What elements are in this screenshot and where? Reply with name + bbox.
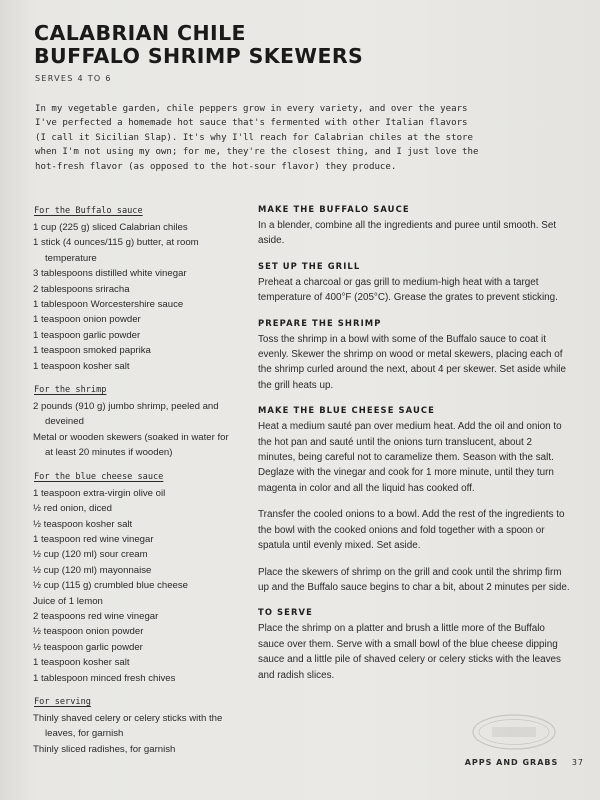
page-footer bbox=[465, 758, 584, 767]
ingredient-item: 1 tablespoon minced fresh chives bbox=[33, 672, 176, 684]
step-text-buffalo-sauce: In a blender, combine all the ingredients and puree until smooth. Set aside. bbox=[258, 220, 557, 247]
ingredient-list bbox=[33, 486, 233, 686]
ingredient-item: ½ cup (115 g) crumbled blue cheese bbox=[33, 580, 189, 592]
ingredient-item: 1 teaspoon red wine vinegar bbox=[33, 533, 154, 545]
recipe-title bbox=[34, 22, 363, 68]
step-heading-serve: TO SERVE bbox=[258, 607, 313, 618]
step-text-blue-cheese-2: Transfer the cooled onions to a bowl. Add the rest of the ingredients to the bowl with the cooked onions and fold together with a spoon or spatula until evenly mixed. Set aside. bbox=[258, 509, 565, 552]
ingredient-list bbox=[33, 220, 233, 374]
recipe-title-line-1: CALABRIAN CHILE bbox=[34, 21, 246, 45]
ingredients-buffalo-sauce bbox=[33, 205, 233, 374]
ingredient-list bbox=[33, 399, 233, 461]
recipe-intro: In my vegetable garden, chile peppers grow in every variety, and over the years I've perfected a homemade hot sauce that's fermented with other Italian flavors (I call it Sicilian Slap). It's why I'll reach for Calabrian chiles at the store when I'm not using my own; for me, they're the closest thing, and I just love the hot-fresh flavor (as opposed to the hot-sour flavor) they produce. bbox=[35, 104, 479, 172]
ingredient-item: 1 teaspoon garlic powder bbox=[33, 329, 141, 341]
ingredient-item: Thinly shaved celery or celery sticks with the leaves, for garnish bbox=[33, 712, 223, 740]
ingredient-item: 1 tablespoon Worcestershire sauce bbox=[33, 299, 184, 311]
watermark-stamp-icon bbox=[470, 712, 558, 752]
step-text-grill: Preheat a charcoal or gas grill to medium-high heat with a target temperature of 400°F (205°C). Grease the grates to prevent sticking. bbox=[258, 276, 558, 304]
ingredient-item: 1 teaspoon extra-virgin olive oil bbox=[33, 487, 166, 499]
ingredients-serving bbox=[33, 696, 233, 757]
ingredient-list bbox=[33, 711, 233, 757]
ingredient-item: 1 cup (225 g) sliced Calabrian chiles bbox=[33, 222, 188, 233]
ingredient-item: 1 teaspoon kosher salt bbox=[33, 360, 130, 372]
ingredient-item: ½ teaspoon onion powder bbox=[33, 626, 144, 638]
step-heading-shrimp: PREPARE THE SHRIMP bbox=[258, 317, 382, 328]
serves-count: SERVES 4 TO 6 bbox=[35, 74, 112, 83]
ingredient-item: 1 teaspoon onion powder bbox=[33, 314, 141, 326]
ingredient-item: 1 stick (4 ounces/115 g) butter, at room temperature bbox=[33, 237, 199, 264]
ingredient-item: ½ teaspoon kosher salt bbox=[33, 518, 133, 530]
ingredient-item: ½ teaspoon garlic powder bbox=[33, 641, 143, 653]
ingredient-item: ½ cup (120 ml) sour cream bbox=[33, 549, 148, 561]
step-text-grill-shrimp: Place the skewers of shrimp on the grill and cook until the shrimp firm up and the Buffalo sauce begins to char a bit, about 2 minutes per side. bbox=[258, 566, 570, 593]
ingredient-item: Metal or wooden skewers (soaked in water for at least 20 minutes if wooden) bbox=[33, 431, 229, 459]
ingredients-blue-cheese-sauce bbox=[33, 471, 233, 686]
footer-section-name: APPS AND GRABS bbox=[464, 758, 559, 767]
page-number: 37 bbox=[571, 758, 584, 767]
step-heading-buffalo-sauce: MAKE THE BUFFALO SAUCE bbox=[258, 204, 410, 214]
ingredients-shrimp bbox=[33, 384, 233, 461]
ingredient-item: Thinly sliced radishes, for garnish bbox=[33, 743, 176, 755]
ingredient-item: Juice of 1 lemon bbox=[33, 595, 103, 607]
ingredients-heading: For the shrimp bbox=[34, 385, 107, 396]
ingredient-item: 1 teaspoon smoked paprika bbox=[33, 345, 151, 357]
step-heading-blue-cheese: MAKE THE BLUE CHEESE SAUCE bbox=[258, 405, 435, 416]
ingredients-column bbox=[33, 205, 233, 767]
step-text-shrimp: Toss the shrimp in a bowl with some of the Buffalo sauce to coat it evenly. Skewer the shrimp on wood or metal skewers, placing each of the shrimp curled around the next, about 4 per skewer. Set aside while the grill heats up. bbox=[258, 333, 566, 391]
step-text-blue-cheese-1: Heat a medium sauté pan over medium heat. Add the oil and onion to the hot pan and sauté until the onions turn translucent, about 2 minutes, being careful not to caramelize them. Season with the salt. Deglaze with the vinegar and cook for 1 more minute, until they turn magenta in color and all the liquid has cooked off. bbox=[258, 421, 562, 494]
ingredient-item: 3 tablespoons distilled white vinegar bbox=[33, 268, 187, 280]
ingredient-item: ½ red onion, diced bbox=[33, 503, 112, 515]
ingredient-item: ½ cup (120 ml) mayonnaise bbox=[33, 564, 152, 576]
step-text-serve: Place the shrimp on a platter and brush a little more of the Buffalo sauce over them. Serve with a small bowl of the blue cheese dipping sauce and a little pile of shaved celery or celery sticks with the leaves and radish slices. bbox=[258, 623, 561, 681]
ingredient-item: 2 teaspoons red wine vinegar bbox=[33, 610, 159, 622]
ingredients-heading: For the blue cheese sauce bbox=[34, 471, 164, 482]
ingredient-item: 2 pounds (910 g) jumbo shrimp, peeled and deveined bbox=[33, 401, 219, 428]
step-heading-grill: SET UP THE GRILL bbox=[258, 260, 361, 271]
ingredients-heading: For serving bbox=[34, 696, 91, 707]
ingredients-heading: For the Buffalo sauce bbox=[34, 206, 143, 216]
recipe-title-line-2: BUFFALO SHRIMP SKEWERS bbox=[34, 44, 364, 68]
directions-column bbox=[258, 203, 570, 694]
ingredient-item: 2 tablespoons sriracha bbox=[33, 283, 130, 295]
ingredient-item: 1 teaspoon kosher salt bbox=[33, 657, 130, 669]
